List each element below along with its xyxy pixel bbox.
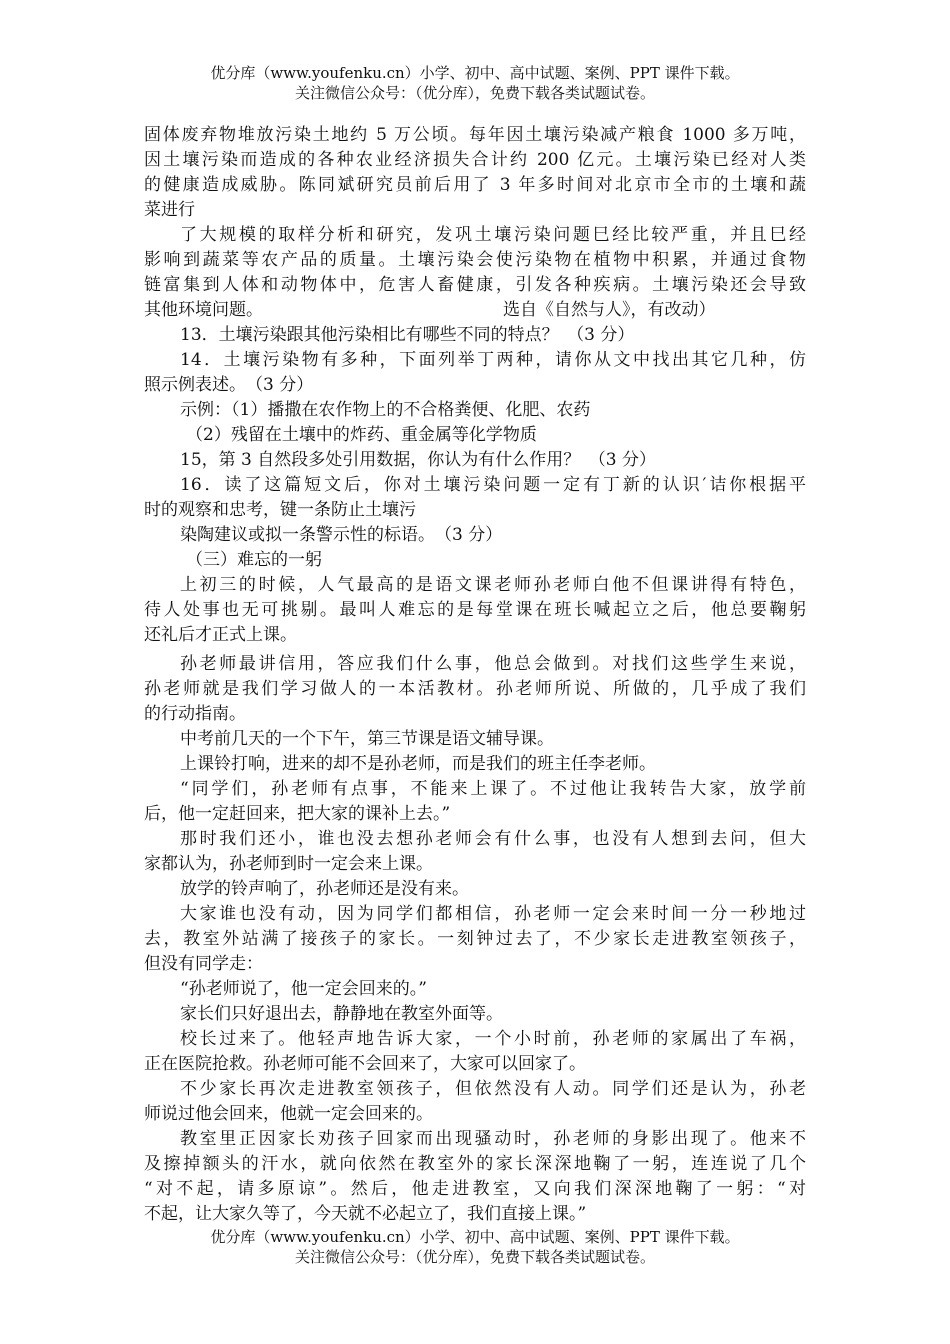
text-line: 了大规模的取样分析和研究，发巩土壤污染问题巳经比较严重，并且巳经 (180, 225, 806, 245)
text-line: 固体废弃物堆放污染土地约 5 万公顷。每年因土壤污染减产粮食 1000 多万吨， (144, 125, 806, 145)
text-line: “对不起，请多原谅”。然后，他走进教室，又向我们深深地鞠了一躬：“对 (144, 1179, 806, 1199)
text-line: 上课铃打响，进来的却不是孙老师，而是我们的班主任李老师。 (180, 754, 656, 774)
text-line: 因土壤污染而造成的各种农业经济损失合计约 200 亿元。土壤污染已经对人类 (144, 150, 806, 170)
text-line: 去，教室外站满了接孩子的家长。一刻钟过去了，不少家长走进教室领孩子， (144, 929, 806, 949)
text-line: 大家谁也没有动，因为同学们都相信，孙老师一定会来时间一分一秒地过 (180, 904, 806, 924)
document-body (144, 123, 806, 1227)
footer-line-2: 关注微信公众号：（优分库），免费下载各类试题试卷。 (294, 1248, 655, 1266)
footer-line-1: 优分库（www.youfenku.cn）小学、初中、高中试题、案例、PPT 课件下载。 (210, 1228, 740, 1246)
question-16-line: 染陶建议或拟一条警示性的标语。 （3 分） (180, 525, 503, 545)
text-line: 家都认为，孙老师到时一定会来上课。 (144, 854, 433, 874)
text-line: 后，他一定赶回来，把大家的课补上去。” (144, 804, 451, 824)
question-15: 15，第 3 自然段多处引用数据，你认为有什么作用？ （3 分） (180, 450, 656, 470)
text-line: 影响到蔬菜等农产品的质量。土壤污染会使污染物在植物中积累，并通过食物 (144, 250, 806, 270)
header-line-2: 关注微信公众号：（优分库），免费下载各类试题试卷。 (294, 84, 655, 102)
text-line: 不少家长再次走进教室领孩子，但依然没有人动。同学们还是认为，孙老 (180, 1079, 806, 1099)
text-line: 放学的铃声响了，孙老师还是没有来。 (180, 879, 469, 899)
text-line: 待人处事也无可挑剔。最叫人难忘的是每堂课在班长喊起立之后，他总要鞠躬 (144, 600, 806, 620)
text-line: 校长过来了。他轻声地告诉大家，一个小时前，孙老师的家属出了车祸， (180, 1029, 806, 1049)
text-line: 中考前几天的一个下午，第三节课是语文辅导课。 (180, 729, 554, 749)
text-line: 孙老师最讲信用，答应我们什么事，他总会做到。对找们这些学生来说， (180, 654, 806, 674)
example-2: （2）残留在土壤中的炸药、重金属等化学物质 (186, 425, 537, 445)
header-line-1: 优分库（www.youfenku.cn）小学、初中、高中试题、案例、PPT 课件下载。 (210, 64, 740, 82)
text-line: 的行动指南。 (144, 704, 246, 724)
question-16-line: 时的观察和忠考，键一条防止土壤污 (144, 500, 416, 520)
text-line: 还礼后才正式上课。 (144, 625, 297, 645)
source-note: 选自《自然与人》，有改动） (503, 300, 716, 320)
question-16-line: 16．读了这篇短文后，你对土壤污染问题一定有丁新的认识′诘你根据平 (180, 475, 806, 495)
example-1: 示例：（1）播撒在农作物上的不合格粪便、化肥、农药 (180, 400, 591, 420)
question-14-line: 14．土壤污染物有多种，下面列举丁两种，请你从文中找出其它几种，仿 (180, 350, 806, 370)
section-title: （三）难忘的一躬 (186, 550, 322, 570)
page-header (0, 63, 950, 103)
question-13: 13．土壤污染跟其他污染相比有哪些不同的特点？ （3 分） (180, 325, 635, 345)
page-footer (0, 1227, 950, 1267)
text-line: “同学们，孙老师有点事，不能来上课了。不过他让我转告大家，放学前 (180, 779, 806, 799)
text-segment: 其他环境问题。 (144, 300, 263, 320)
text-line: 教室里正因家长劝孩子回家而出现骚动时，孙老师的身影出现了。他来不 (180, 1129, 806, 1149)
paragraph-soil-stats (144, 123, 806, 223)
text-line: 家长们只好退出去，静静地在教室外面等。 (180, 1004, 503, 1024)
text-line: 及擦掉额头的汗水，就向依然在教室外的家长深深地鞠了一躬，连连说了几个 (144, 1154, 806, 1174)
text-line: 菜进行 (144, 200, 195, 220)
paragraph-soil-research (144, 223, 806, 323)
text-line: 的健康造成威胁。陈同斌研究员前后用了 3 年多时间对北京市全市的土壤和蔬 (144, 175, 806, 195)
text-line: 链富集到人体和动物体中，危害人畜健康，引发各种疾病。土壤污染还会导致 (144, 275, 806, 295)
text-line: 正在医院抢救。孙老师可能不会回来了，大家可以回家了。 (144, 1054, 586, 1074)
text-line: “孙老师说了，他一定会回来的。” (180, 979, 427, 999)
text-line: 那时我们还小，谁也没去想孙老师会有什么事，也没有人想到去问，但大 (180, 829, 806, 849)
text-line: 师说过他会回来，他就一定会回来的。 (144, 1104, 433, 1124)
text-line (144, 298, 806, 323)
text-line: 不起，让大家久等了，今天就不必起立了，我们直接上课。” (144, 1204, 587, 1224)
text-line: 但没有同学走： (144, 954, 263, 974)
question-14-line: 照示例表述。 （3 分） (144, 375, 314, 395)
text-line: 上初三的时候，人气最高的是语文课老师孙老师白他不但课讲得有特色， (180, 575, 806, 595)
text-line: 孙老师就是我们学习做人的一本活教材。孙老师所说、所做的，几乎成了我们 (144, 679, 806, 699)
